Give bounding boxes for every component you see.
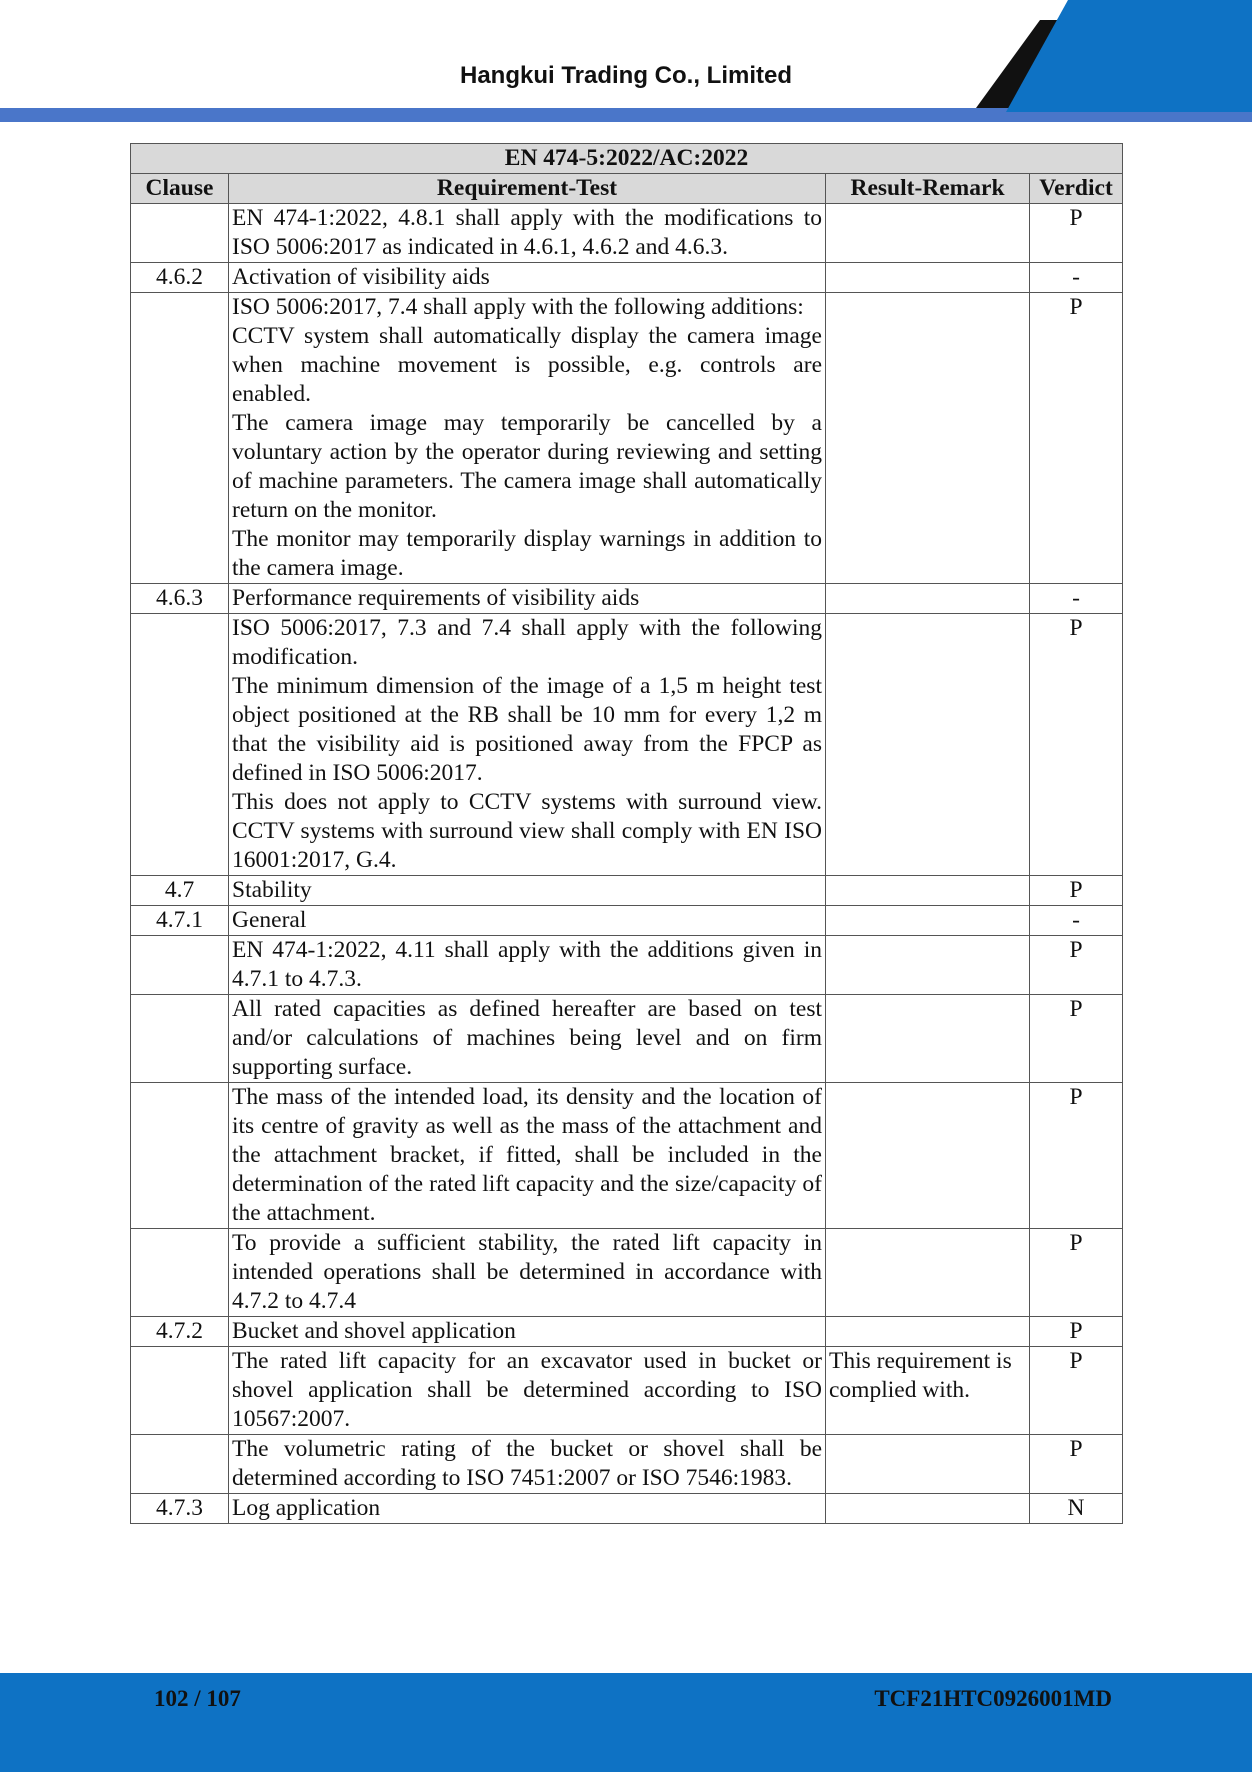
clause-cell — [131, 1083, 229, 1229]
requirement-cell — [229, 876, 826, 906]
verdict-cell: - — [1030, 906, 1123, 936]
requirement-text: ISO 5006:2017, 7.4 shall apply with the following additions: — [232, 294, 804, 320]
requirement-text: General — [232, 907, 307, 933]
company-name: Hangkui Trading Co., Limited — [459, 62, 792, 89]
verdict-cell: P — [1030, 1229, 1123, 1317]
clause-cell — [131, 204, 229, 263]
verdict-cell: P — [1030, 1347, 1123, 1435]
table-row — [131, 936, 1123, 995]
requirement-cell — [229, 204, 826, 263]
table-row — [131, 614, 1123, 876]
clause-cell: 4.7.3 — [131, 1494, 229, 1524]
remark-cell — [826, 995, 1030, 1083]
requirement-text: CCTV system shall automatically display the camera image when machine movement is possible, e.g. controls are enabled. — [232, 323, 822, 407]
requirement-cell — [229, 936, 826, 995]
header-blue-block — [1006, 0, 1252, 112]
remark-cell — [826, 906, 1030, 936]
requirement-text: The volumetric rating of the bucket or shovel shall be determined according to ISO 7451:2007 or ISO 7546:1983. — [232, 1436, 822, 1491]
requirement-text: Log application — [232, 1495, 381, 1521]
requirement-text: All rated capacities as defined hereafter are based on test and/or calculations of machines being level and on firm supporting surface. — [232, 996, 822, 1080]
table-row — [131, 204, 1123, 263]
table-header-row — [131, 174, 1123, 204]
verdict-cell: P — [1030, 1435, 1123, 1494]
verdict-cell: P — [1030, 293, 1123, 584]
table-row — [131, 1229, 1123, 1317]
table-row — [131, 584, 1123, 614]
requirement-cell — [229, 1435, 826, 1494]
remark-cell — [826, 293, 1030, 584]
requirement-cell — [229, 263, 826, 293]
remark-cell — [826, 1494, 1030, 1524]
clause-cell: 4.7.1 — [131, 906, 229, 936]
requirement-cell — [229, 614, 826, 876]
verdict-cell: P — [1030, 1083, 1123, 1229]
clause-cell — [131, 936, 229, 995]
clause-cell — [131, 1347, 229, 1435]
requirement-cell — [229, 293, 826, 584]
column-header-remark: Result-Remark — [826, 174, 1030, 204]
table-row — [131, 1435, 1123, 1494]
table-title-row — [131, 144, 1123, 174]
verdict-cell: P — [1030, 876, 1123, 906]
requirement-text: ISO 5006:2017, 7.3 and 7.4 shall apply with the following modification. — [232, 615, 822, 670]
requirement-text: To provide a sufficient stability, the rated lift capacity in intended operations shall be determined in accordance with 4.7.2 to 4.7.4 — [232, 1230, 822, 1314]
clause-cell: 4.6.3 — [131, 584, 229, 614]
table-row — [131, 906, 1123, 936]
clause-cell: 4.6.2 — [131, 263, 229, 293]
clause-cell — [131, 1435, 229, 1494]
verdict-cell: - — [1030, 584, 1123, 614]
requirement-text: The monitor may temporarily display warnings in addition to the camera image. — [232, 526, 822, 581]
requirement-cell — [229, 1317, 826, 1347]
requirement-text: The rated lift capacity for an excavator used in bucket or shovel application shall be determined according to ISO 10567:2007. — [232, 1348, 822, 1432]
table-row — [131, 263, 1123, 293]
verdict-cell: N — [1030, 1494, 1123, 1524]
verdict-cell: P — [1030, 204, 1123, 263]
table-row — [131, 1317, 1123, 1347]
document-code: TCF21HTC0926001MD — [874, 1686, 1112, 1711]
clause-cell — [131, 1229, 229, 1317]
clause-cell — [131, 293, 229, 584]
verdict-cell: P — [1030, 995, 1123, 1083]
remark-cell — [826, 1317, 1030, 1347]
table-row — [131, 293, 1123, 584]
remark-cell — [826, 1435, 1030, 1494]
page-header — [0, 0, 1252, 125]
table-row — [131, 1347, 1123, 1435]
remark-cell — [826, 584, 1030, 614]
requirement-text: The minimum dimension of the image of a 1,5 m height test object positioned at the RB shall be 10 mm for every 1,2 m that the visibility aid is positioned away from the FPCP as defined in ISO 5006:2017. — [232, 673, 822, 786]
requirement-text: Bucket and shovel application — [232, 1318, 516, 1344]
requirement-cell — [229, 1229, 826, 1317]
clause-cell — [131, 995, 229, 1083]
verdict-cell: P — [1030, 936, 1123, 995]
table-title: EN 474-5:2022/AC:2022 — [131, 144, 1123, 174]
column-header-verdict: Verdict — [1030, 174, 1123, 204]
requirement-text: EN 474-1:2022, 4.8.1 shall apply with the modifications to ISO 5006:2017 as indicated in 4.6.1, 4.6.2 and 4.6.3. — [232, 205, 822, 260]
verdict-cell: P — [1030, 1317, 1123, 1347]
requirement-text: The mass of the intended load, its density and the location of its centre of gravity as well as the mass of the attachment and the attachment bracket, if fitted, shall be included in the determination of the rated lift capacity and the size/capacity of the attachment. — [232, 1084, 822, 1226]
requirement-text: Stability — [232, 877, 312, 903]
requirement-cell — [229, 995, 826, 1083]
remark-cell: This requirement is complied with. — [826, 1347, 1030, 1435]
remark-cell — [826, 263, 1030, 293]
table-row — [131, 1494, 1123, 1524]
remark-cell — [826, 876, 1030, 906]
requirement-text: This does not apply to CCTV systems with surround view. CCTV systems with surround view shall comply with EN ISO 16001:2017, G.4. — [232, 789, 822, 873]
requirement-cell — [229, 1347, 826, 1435]
requirement-cell — [229, 906, 826, 936]
page-number: 102 / 107 — [154, 1686, 241, 1711]
requirement-text: The camera image may temporarily be cancelled by a voluntary action by the operator during reviewing and setting of machine parameters. The camera image shall automatically return on the monitor. — [232, 410, 822, 523]
table-row — [131, 1083, 1123, 1229]
column-header-requirement: Requirement-Test — [229, 174, 826, 204]
clause-cell — [131, 614, 229, 876]
requirement-text: Activation of visibility aids — [232, 264, 490, 290]
verdict-cell: P — [1030, 614, 1123, 876]
remark-cell — [826, 204, 1030, 263]
verdict-cell: - — [1030, 263, 1123, 293]
requirement-cell — [229, 1083, 826, 1229]
requirement-text: Performance requirements of visibility aids — [232, 585, 640, 611]
clause-cell: 4.7.2 — [131, 1317, 229, 1347]
requirement-cell — [229, 584, 826, 614]
table-row — [131, 876, 1123, 906]
remark-cell — [826, 1229, 1030, 1317]
table-row — [131, 995, 1123, 1083]
requirement-cell — [229, 1494, 826, 1524]
clause-cell: 4.7 — [131, 876, 229, 906]
remark-cell — [826, 936, 1030, 995]
clause-table — [130, 143, 1123, 1524]
column-header-clause: Clause — [131, 174, 229, 204]
remark-cell — [826, 614, 1030, 876]
requirement-text: EN 474-1:2022, 4.11 shall apply with the additions given in 4.7.1 to 4.7.3. — [232, 937, 822, 992]
remark-cell — [826, 1083, 1030, 1229]
